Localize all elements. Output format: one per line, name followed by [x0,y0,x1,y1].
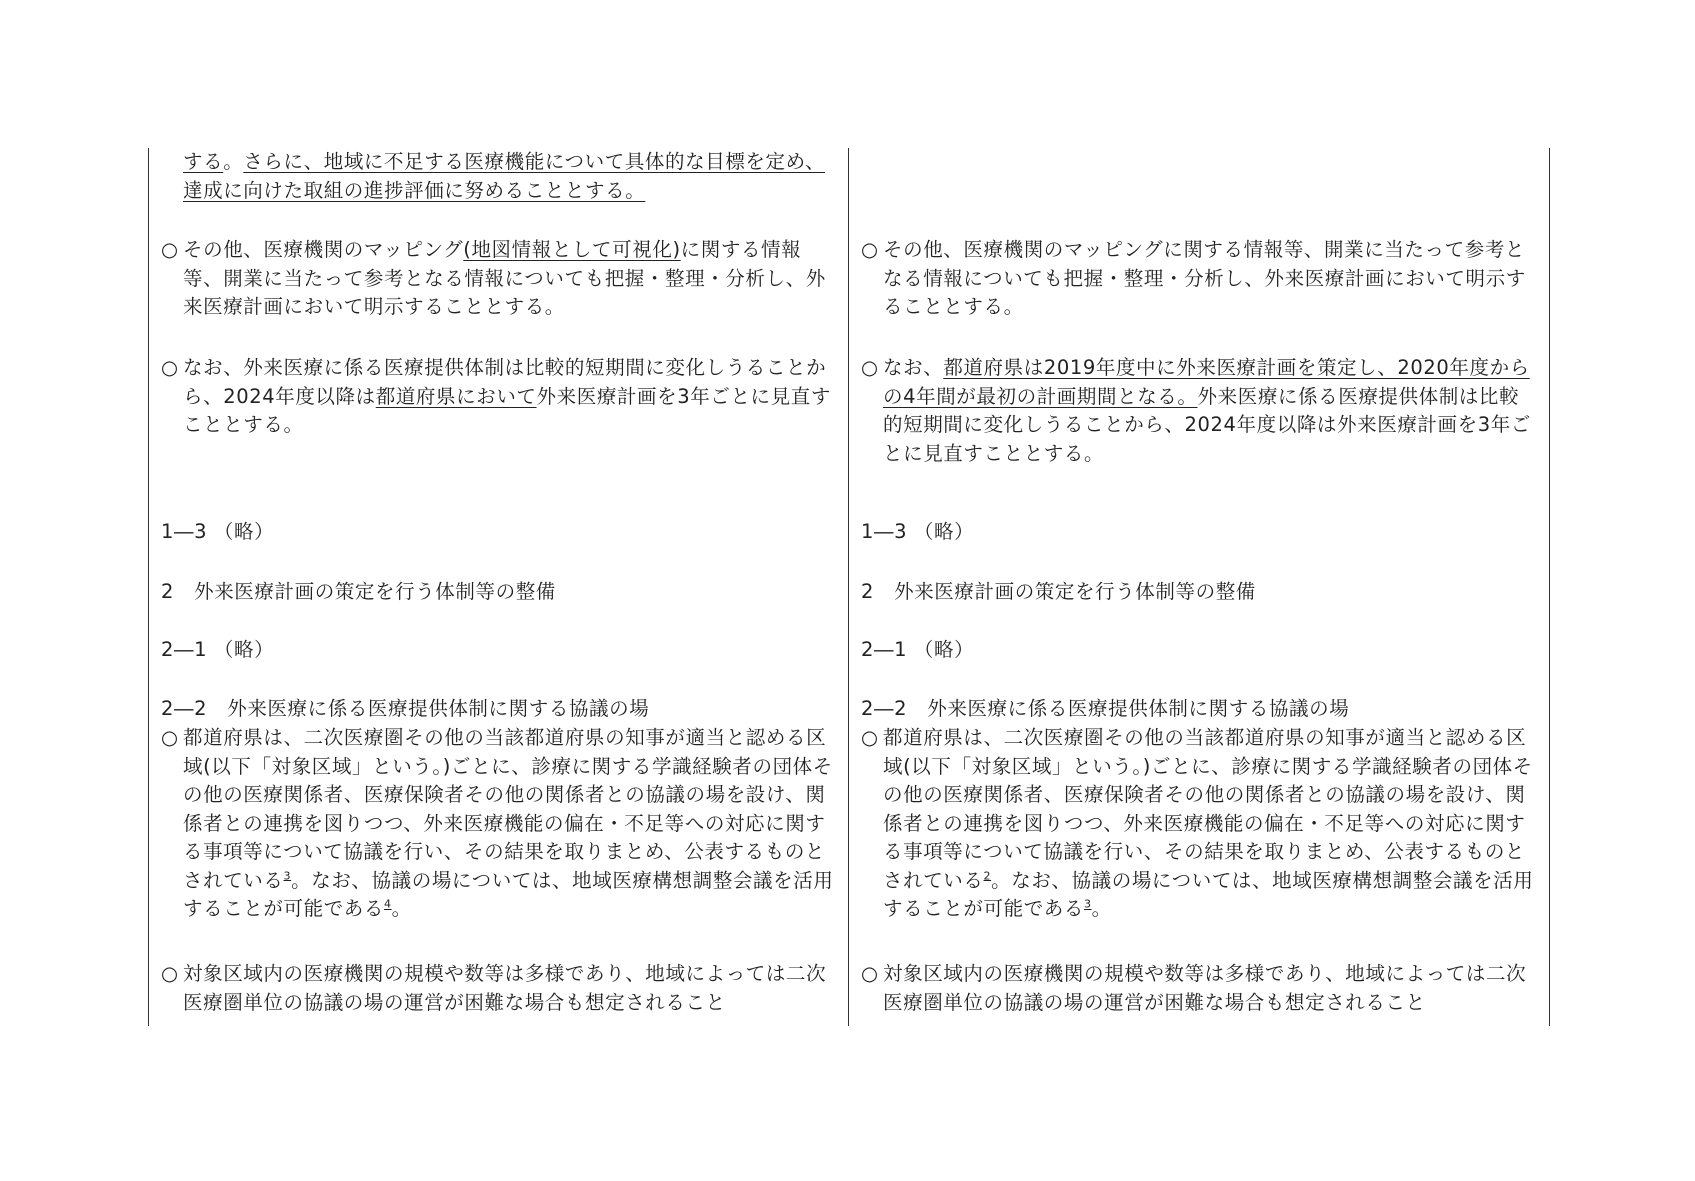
heading-2: 2 外来医療計画の策定を行う体制等の整備 [161,580,556,603]
paragraph-mapping: ○ その他、医療機関のマッピングに関する情報等、開業に当たって参考となる情報についても把握・整理・分析し、外来医療計画において明示することとする。 [861,238,1526,318]
comparison-table [148,148,1550,1026]
paragraph-council: ○ 都道府県は、二次医療圏その他の当該都道府県の知事が適当と認める区域(以下「対象区域」という。)ごとに、診療に関する学識経験者の団体その他の医療関係者、医療保険者その他の関係者との協議の場を設け、関係者との連携を図りつつ、外来医療機能の偏在・不足等への対応に関する事項等について協議を行い、その結果を取りまとめ、公表するものとされている$^3$。なお、協議の場については、地域医療構想調整会議を活用することが可能である$^4$。 [161,726,834,920]
revised-column [148,148,849,1026]
bullet-circle: ○ [861,238,879,261]
bullet-circle: ○ [161,356,179,379]
paragraph-mapping: ○ その他、医療機関のマッピング(地図情報として可視化)に関する情報等、開業に当たって参考となる情報についても把握・整理・分析し、外来医療計画において明示することとする。 [161,238,826,318]
heading-2-2: 2―2 外来医療に係る医療提供体制に関する協議の場 [861,697,1350,720]
paragraph-review: ○ なお、外来医療に係る医療提供体制は比較的短期間に変化しうることから、2024年度以降は都道府県において外来医療計画を3年ごとに見直すこととする。 [161,356,831,436]
footnote-ref: 3 [283,869,292,882]
paragraph-review: ○ なお、都道府県は2019年度中に外来医療計画を策定し、2020年度からの4年間が最初の計画期間となる。外来医療に係る医療提供体制は比較的短期間に変化しうることから、2024年度以降は外来医療計画を3年ごとに見直すこととする。 [861,356,1531,465]
bullet-circle: ○ [161,962,179,985]
paragraph-scale: ○ 対象区域内の医療機関の規模や数等は多様であり、地域によっては二次医療圏単位の協議の場の運営が困難な場合も想定されること [861,962,1527,1014]
heading-2-2: 2―2 外来医療に係る医療提供体制に関する協議の場 [161,697,650,720]
bullet-circle: ○ [161,238,179,261]
heading-2-1: 2―1 （略） [161,638,275,661]
footnote-ref: 3 [1084,897,1092,911]
footnote-ref: 2 [983,869,992,882]
bullet-circle: ○ [161,726,179,749]
heading-2-1: 2―1 （略） [861,638,975,661]
bullet-circle: ○ [861,726,879,749]
bullet-circle: ○ [861,356,879,379]
paragraph-council: ○ 都道府県は、二次医療圏その他の当該都道府県の知事が適当と認める区域(以下「対象区域」という。)ごとに、診療に関する学識経験者の団体その他の医療関係者、医療保険者その他の関係者との協議の場を設け、関係者との連携を図りつつ、外来医療機能の偏在・不足等への対応に関する事項等について協議を行い、その結果を取りまとめ、公表するものとされている$^2$。なお、協議の場については、地域医療構想調整会議を活用することが可能である$^3$。 [861,726,1534,920]
footnote-ref: 4 [384,897,392,911]
paragraph-continuation: する。さらに、地域に不足する医療機能について具体的な目標を定め、達成に向けた取組の進捗評価に努めることとする。 [183,150,826,202]
heading-2: 2 外来医療計画の策定を行う体制等の整備 [861,580,1256,603]
heading-1-3: 1―3 （略） [861,520,975,543]
current-column [849,148,1550,1026]
paragraph-scale: ○ 対象区域内の医療機関の規模や数等は多様であり、地域によっては二次医療圏単位の協議の場の運営が困難な場合も想定されること [161,962,827,1014]
bullet-circle: ○ [861,962,879,985]
heading-1-3: 1―3 （略） [161,520,275,543]
